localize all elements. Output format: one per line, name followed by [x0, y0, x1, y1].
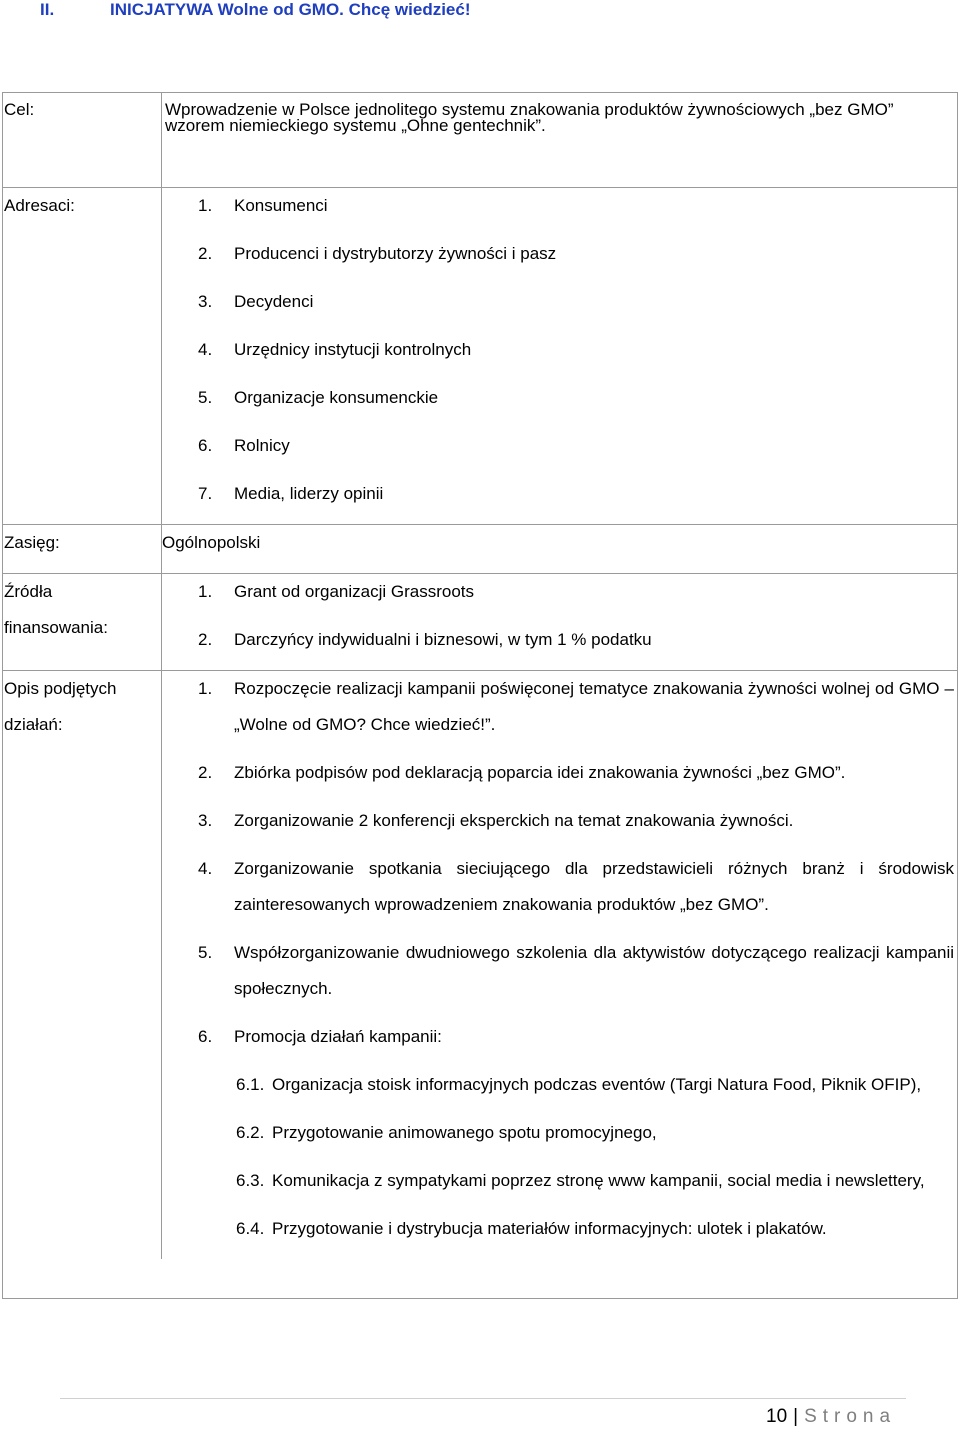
footer-separator: |: [793, 1406, 799, 1427]
list-item: [162, 574, 958, 610]
table-row-zrodla: [2, 574, 958, 671]
label-zrodla-line1: Źródła: [4, 582, 53, 601]
list-item-text: Producenci i dystrybutorzy żywności i pasz: [234, 244, 557, 263]
list-item-text: Grant od organizacji Grassroots: [234, 582, 474, 601]
section-number: II.: [40, 0, 55, 19]
list-item-number: 7.: [198, 484, 213, 503]
list-item: [162, 332, 958, 368]
list-item-text: Decydenci: [234, 292, 314, 311]
page-footer: [766, 1404, 896, 1430]
list-item-text: Konsumenci: [234, 196, 328, 215]
list-item: [162, 380, 958, 416]
list-item: [162, 935, 958, 1007]
list-item-number: 3.: [198, 811, 213, 830]
page-number: 10: [766, 1406, 788, 1427]
list-item-text: Media, liderzy opinii: [234, 484, 384, 503]
adresaci-list: [162, 188, 958, 512]
sub-list-item-number: 6.2.: [236, 1123, 265, 1142]
sub-list-item: [162, 1115, 958, 1151]
label-zrodla-line2: finansowania:: [4, 618, 108, 637]
sub-list-item-number: 6.3.: [236, 1171, 265, 1190]
sub-list-item: [162, 1163, 958, 1199]
list-item-text: Rozpoczęcie realizacji kampanii poświęconej tematyce znakowania żywności wolnej od GMO – „Wolne od GMO? Chce wiedzieć!”.: [234, 679, 954, 734]
label-cel: Cel:: [4, 100, 35, 119]
list-item-number: 5.: [198, 388, 213, 407]
label-opis-line1: Opis podjętych: [4, 679, 117, 698]
list-item: [162, 1019, 958, 1055]
footer-word: Strona: [804, 1406, 897, 1427]
list-item-number: 6.: [198, 1027, 213, 1046]
opis-list: [162, 671, 958, 1055]
section-title: INICJATYWA Wolne od GMO. Chcę wiedzieć!: [110, 0, 471, 19]
table-row-zasieg: [2, 525, 958, 574]
sub-list-item: [162, 1067, 958, 1103]
list-item-number: 3.: [198, 292, 213, 311]
list-item-number: 2.: [198, 630, 213, 649]
list-item-text: Rolnicy: [234, 436, 290, 455]
list-item: [162, 671, 958, 743]
list-item-number: 6.: [198, 436, 213, 455]
list-item: [162, 476, 958, 512]
list-item-number: 1.: [198, 196, 213, 215]
list-item-number: 4.: [198, 859, 213, 878]
label-adresaci: Adresaci:: [4, 196, 75, 215]
list-item: [162, 188, 958, 224]
cel-text-line1: Wprowadzenie w Polsce jednolitego systemu znakowania produktów żywnościowych „bez GMO”: [165, 100, 894, 119]
zrodla-list: [162, 574, 958, 658]
sub-list-item: [162, 1211, 958, 1247]
table-row-cel: Cel: Wprowadzenie w Polsce jednolitego systemu znakowania produktów żywnościowych „bez GMO” wzorem niemieckiego systemu „Ohne gentechnik”.: [2, 92, 958, 188]
list-item: [162, 851, 958, 923]
list-item: [162, 428, 958, 464]
zasieg-text: Ogólnopolski: [162, 533, 261, 552]
list-item-number: 1.: [198, 582, 213, 601]
list-item-number: 1.: [198, 679, 213, 698]
label-opis-line2: działań:: [4, 715, 63, 734]
sub-list-item-number: 6.1.: [236, 1075, 265, 1094]
sub-list-item-number: 6.4.: [236, 1219, 265, 1238]
list-item-text: Organizacje konsumenckie: [234, 388, 439, 407]
list-item-number: 2.: [198, 763, 213, 782]
label-zasieg: Zasięg:: [4, 533, 60, 552]
list-item-text: Urzędnicy instytucji kontrolnych: [234, 340, 472, 359]
list-item: [162, 236, 958, 272]
sub-list-item-text: Komunikacja z sympatykami poprzez stronę www kampanii, social media i newslettery,: [272, 1171, 925, 1190]
list-item-number: 4.: [198, 340, 213, 359]
list-item-text: Promocja działań kampanii:: [234, 1027, 442, 1046]
initiative-table: [2, 92, 958, 1259]
sub-list-item-text: Przygotowanie i dystrybucja materiałów informacyjnych: ulotek i plakatów.: [272, 1219, 827, 1238]
list-item: [162, 803, 958, 839]
sub-list-item-text: Przygotowanie animowanego spotu promocyjnego,: [272, 1123, 657, 1142]
table-row-opis: [2, 671, 958, 1260]
list-item: [162, 755, 958, 791]
list-item-text: Zorganizowanie 2 konferencji eksperckich na temat znakowania żywności.: [234, 811, 794, 830]
list-item: [162, 284, 958, 320]
list-item-text: Współzorganizowanie dwudniowego szkolenia dla aktywistów dotyczącego realizacji kampanii społecznych.: [234, 943, 954, 998]
list-item-text: Darczyńcy indywidualni i biznesowi, w tym 1 % podatku: [234, 630, 652, 649]
opis-sublist: [162, 1067, 958, 1247]
sub-list-item-text: Organizacja stoisk informacyjnych podczas eventów (Targi Natura Food, Piknik OFIP),: [272, 1075, 922, 1094]
list-item-number: 5.: [198, 943, 213, 962]
list-item-text: Zbiórka podpisów pod deklaracją poparcia idei znakowania żywności „bez GMO”.: [234, 763, 846, 782]
list-item-number: 2.: [198, 244, 213, 263]
list-item-text: Zorganizowanie spotkania sieciującego dla przedstawicieli różnych branż i środowisk zainteresowanych wprowadzeniem znakowania produktów „bez GMO”.: [234, 859, 954, 914]
table-row-adresaci: [2, 188, 958, 525]
list-item: [162, 622, 958, 658]
footer-divider: [60, 1398, 906, 1399]
